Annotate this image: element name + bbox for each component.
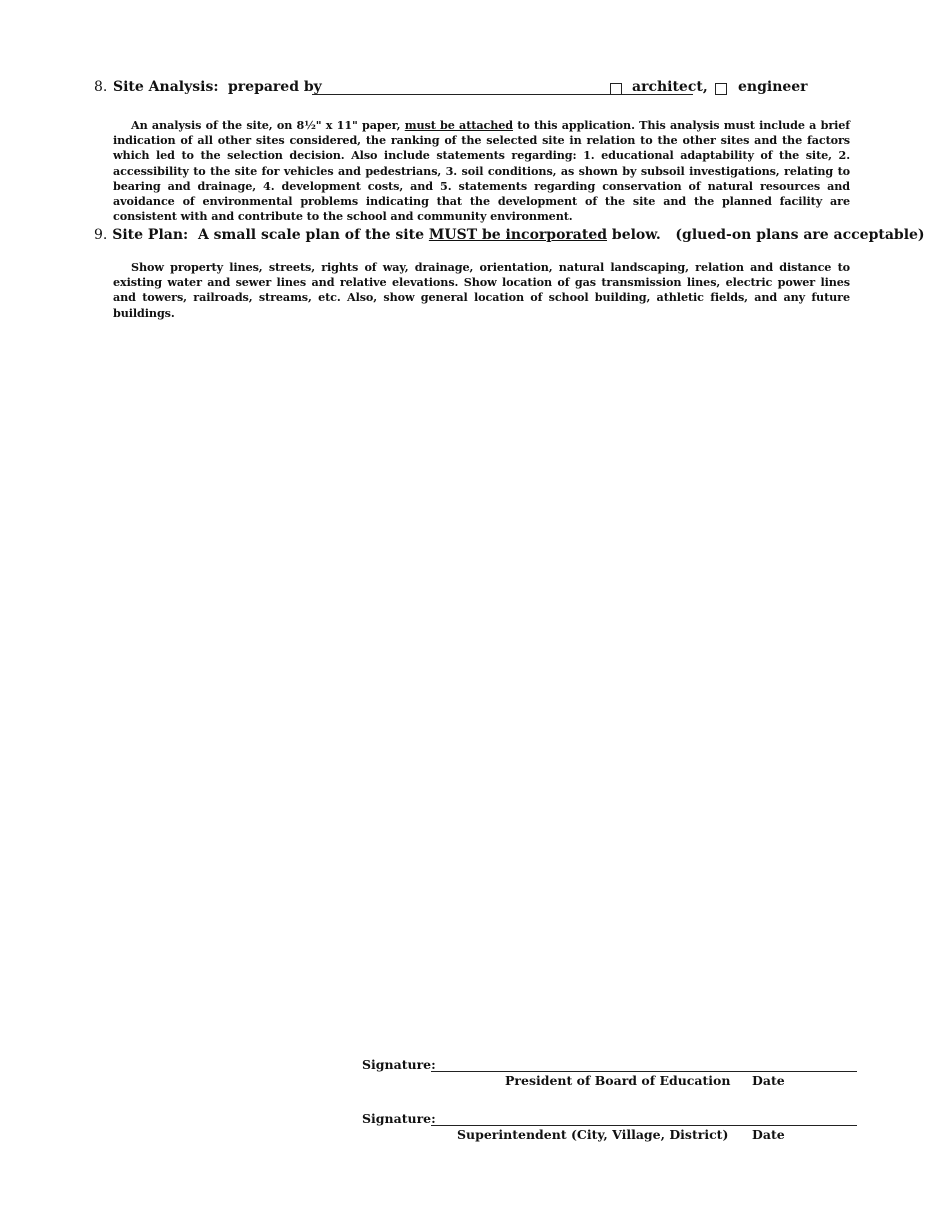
- must-be-incorporated-text: MUST be incorporated: [428, 227, 608, 243]
- section-9-title: Site Plan:: [112, 227, 189, 243]
- section-8-number: 8.: [94, 79, 108, 95]
- site-plan-area[interactable]: [94, 315, 854, 1045]
- site-plan-heading-b: below.: [607, 227, 661, 243]
- signature-caption-2: Superintendent (City, Village, District): [457, 1127, 729, 1142]
- site-analysis-text-a: An analysis of the site, on 8½" x 11" paper,: [131, 118, 405, 132]
- site-plan-heading-a: A small scale plan of the site: [197, 227, 429, 243]
- site-analysis-text-b: to this application. This analysis must include a brief indication of all other sites considered, the ranking of the selected site in relation to the other sites and the factors which led to the selection decision. Also include statements regarding: 1. educational adaptability of the site, 2. accessibility to the site for vehicles and pedestrians, 3. soil conditions, as shown by subsoil investigations, relating to bearing and drainage, 4. development costs, and 5. statements regarding conservation of natural resources and avoidance of environmental problems indicating that the development of the site and the planned facility are consistent with and contribute to the school and community environment.: [113, 118, 850, 224]
- section-8-heading: [94, 77, 854, 101]
- signature-label-1: Signature:: [362, 1057, 436, 1072]
- prepared-by-label: prepared by: [228, 79, 322, 95]
- section-8-title: Site Analysis:: [113, 79, 219, 95]
- architect-checkbox[interactable]: [610, 83, 622, 95]
- site-analysis-instructions: [113, 118, 850, 224]
- site-plan-instructions: Show property lines, streets, rights of way, drainage, orientation, natural landscaping, relation and distance to existing water and sewer lines and relative elevations. Show location of gas transmission lines, electric power lines and towers, railroads, streams, etc. Also, show general location of school building, athletic fields, and any future buildings.: [113, 260, 850, 320]
- engineer-checkbox[interactable]: [715, 83, 727, 95]
- signature-caption-1: President of Board of Education: [505, 1073, 731, 1088]
- glued-on-note: (glued-on plans are acceptable): [675, 227, 925, 243]
- signature-line-1[interactable]: [431, 1071, 857, 1072]
- section-9-heading: [94, 227, 925, 243]
- section-9-number: 9.: [94, 227, 108, 243]
- signature-label-2: Signature:: [362, 1111, 436, 1126]
- must-be-attached-text: must be attached: [404, 118, 513, 132]
- signature-date-2: Date: [752, 1127, 785, 1142]
- signature-date-1: Date: [752, 1073, 785, 1088]
- signature-line-2[interactable]: [431, 1125, 857, 1126]
- engineer-label: engineer: [738, 79, 808, 95]
- architect-label: architect,: [632, 79, 708, 95]
